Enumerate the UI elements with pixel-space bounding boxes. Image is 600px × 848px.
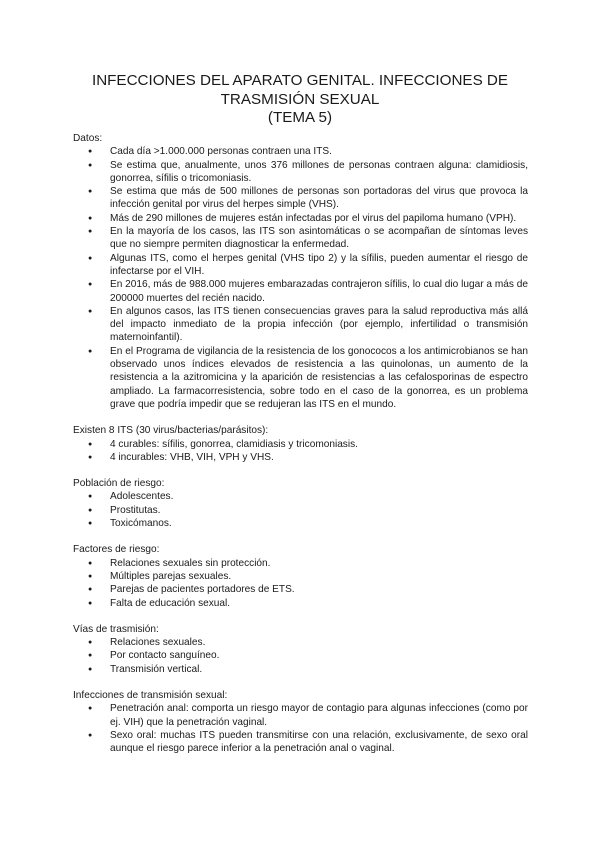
list-item: ● Por contacto sanguíneo.: [73, 649, 528, 662]
bullet-list: [73, 636, 528, 676]
section-heading: Existen 8 ITS (30 virus/bacterias/parásitos):: [73, 425, 269, 437]
title-line-2: TRASMISIÓN SEXUAL: [220, 90, 380, 108]
section-heading: Factores de riesgo:: [73, 544, 160, 556]
list-item: ● Parejas de pacientes portadores de ETS.: [73, 583, 528, 596]
list-item: ● Adolescentes.: [73, 490, 528, 503]
list-item: ● Más de 290 millones de mujeres están infectadas por el virus del papiloma humano (VPH).: [73, 212, 528, 225]
section-vias: [73, 623, 528, 676]
document-body: [73, 132, 528, 755]
bullet-list: [73, 145, 528, 411]
list-item: ● Penetración anal: comporta un riesgo mayor de contagio para algunas infecciones (como por ej. VIH) que la penetración vaginal.: [73, 702, 528, 729]
list-item: ● Sexo oral: muchas ITS pueden transmitirse con una relación, exclusivamente, de sexo oral aunque el riesgo parece inferior a la penetración anal o vaginal.: [73, 729, 528, 756]
list-item: ● Algunas ITS, como el herpes genital (VHS tipo 2) y la sífilis, pueden aumentar el riesgo de infectarse por el VIH.: [73, 252, 528, 279]
list-item: ● 4 curables: sífilis, gonorrea, clamidiasis y tricomoniasis.: [73, 438, 528, 451]
list-item: ● Transmisión vertical.: [73, 663, 528, 676]
list-item: ● En el Programa de vigilancia de la resistencia de los gonococos a los antimicrobianos se han observado unos índices elevados de resistencia a las quinolonas, un aumento de la resistencia a la azitromicina y la aparición de resistencias a las cefalosporinas de espectro ampliado. La farmacorresistencia, sobre todo en el caso de la gonorrea, es un problema grave que podría impedir que se redujeran las ITS en el mundo.: [73, 345, 528, 411]
section-poblacion: [73, 477, 528, 530]
title-line-3: (TEMA 5): [267, 109, 333, 126]
section-heading: Población de riesgo:: [73, 478, 165, 490]
list-item: ● En la mayoría de los casos, las ITS son asintomáticas o se acompañan de síntomas leves que no siempre permiten diagnosticar la enfermedad.: [73, 225, 528, 252]
list-item: ● Se estima que, anualmente, unos 376 millones de personas contraen alguna: clamidiosis, gonorrea, sífilis o tricomoniasis.: [73, 159, 528, 186]
section-existen: [73, 424, 528, 464]
list-item: ● Múltiples parejas sexuales.: [73, 570, 528, 583]
bullet-list: [73, 438, 528, 465]
page-title: [40, 72, 560, 128]
list-item: ● Toxicómanos.: [73, 517, 528, 530]
list-item: ● Se estima que más de 500 millones de personas son portadoras del virus que provoca la infección genital por virus del herpes simple (VHS).: [73, 185, 528, 212]
list-item: ● Falta de educación sexual.: [73, 597, 528, 610]
bullet-list: [73, 490, 528, 530]
title-line-1: INFECCIONES DEL APARATO GENITAL. INFECCIONES DE: [91, 72, 509, 89]
section-datos: [73, 132, 528, 411]
list-item: ● Cada día >1.000.000 personas contraen una ITS.: [73, 145, 528, 158]
list-item: ● Relaciones sexuales.: [73, 636, 528, 649]
list-item: ● Prostitutas.: [73, 504, 528, 517]
section-infecciones: [73, 689, 528, 755]
list-item: ● En algunos casos, las ITS tienen consecuencias graves para la salud reproductiva más allá del impacto inmediato de la propia infección (por ejemplo, infertilidad o transmisión maternoinfantil).: [73, 305, 528, 345]
bullet-list: [73, 557, 528, 610]
list-item: ● Relaciones sexuales sin protección.: [73, 557, 528, 570]
section-heading: Datos:: [73, 133, 103, 144]
list-item: ● 4 incurables: VHB, VIH, VPH y VHS.: [73, 451, 528, 464]
bullet-list: [73, 702, 528, 755]
section-heading: Infecciones de transmisión sexual:: [73, 689, 228, 701]
section-factores: [73, 543, 528, 609]
section-heading: Vías de trasmisión:: [73, 623, 159, 635]
list-item: ● En 2016, más de 988.000 mujeres embarazadas contrajeron sífilis, lo cual dio lugar a más de 200000 muertes del recién nacido.: [73, 278, 528, 305]
